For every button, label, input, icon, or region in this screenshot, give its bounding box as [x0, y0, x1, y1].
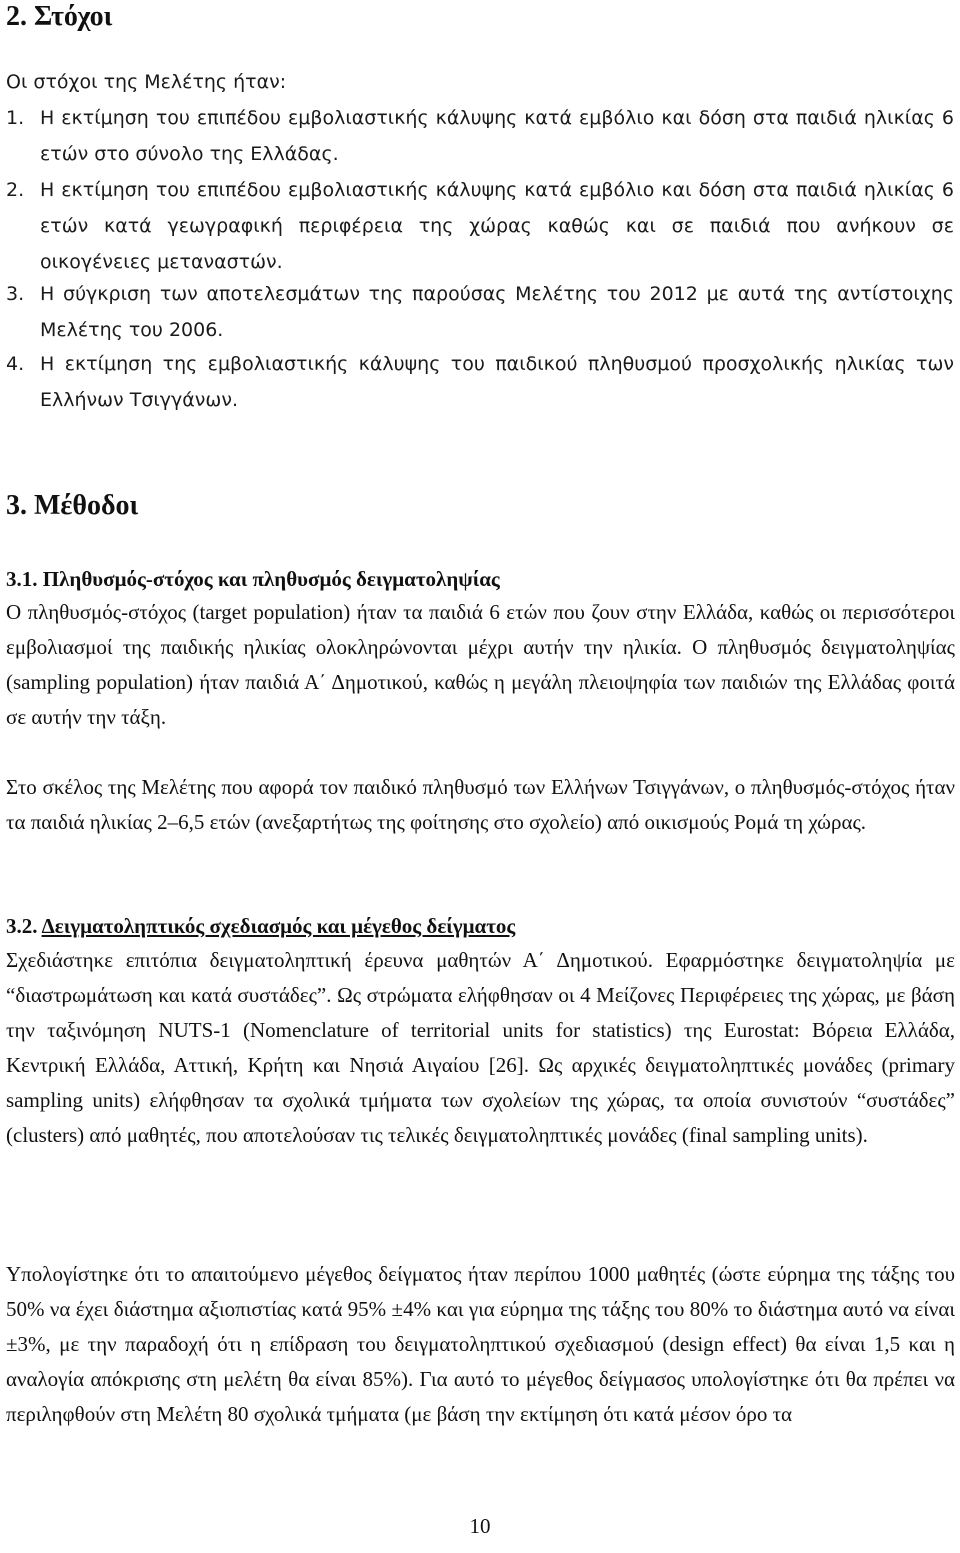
subsection-number: 3.1. [6, 567, 38, 591]
goal-item-2 [6, 172, 954, 280]
goal-item-3 [6, 276, 954, 348]
subsection-heading-population [6, 564, 500, 594]
goal-number: 4. [6, 353, 25, 375]
goal-text: Η εκτίμηση της εμβολιαστικής κάλυψης του παιδικού πληθυσμού προσχολικής ηλικίας των Ελλήνων Τσιγγάνων. [40, 353, 954, 411]
subsection-title: Δειγματοληπτικός σχεδιασμός και μέγεθος δείγματος [41, 914, 516, 938]
subsection-number: 3.2. [6, 914, 38, 938]
population-paragraph-1: Ο πληθυσμός-στόχος (target population) ήταν τα παιδιά 6 ετών που ζουν στην Ελλάδα, καθώς οι περισσότεροι εμβολιασμοί της παιδικής ηλικίας ολοκληρώνονται μέχρι αυτήν την ηλικία. Ο πληθυσμός δειγματοληψίας (sampling population) ήταν παιδιά Α΄ Δημοτικού, καθώς η μεγάλη πλειοψηφία των παιδιών της Ελλάδας φοιτά σε αυτήν την τάξη. [6, 600, 955, 729]
subsection-title: Πληθυσμός-στόχος και πληθυσμός δειγματοληψίας [42, 567, 500, 591]
page-number: 10 [469, 1514, 491, 1538]
section-heading-methods: 3. Μέθοδοι [6, 490, 139, 521]
goal-number: 1. [6, 107, 25, 129]
section-heading-goals: 2. Στόχοι [6, 1, 113, 32]
goal-text: Η σύγκριση των αποτελεσμάτων της παρούσας Μελέτης του 2012 με αυτά της αντίστοιχης Μελέτης του 2006. [40, 283, 954, 341]
goal-item-4 [6, 346, 954, 418]
goal-item-1 [6, 100, 954, 172]
goal-number: 2. [6, 179, 25, 201]
sampling-paragraph-1: Σχεδιάστηκε επιτόπια δειγματοληπτική έρευνα μαθητών Α΄ Δημοτικού. Εφαρμόστηκε δειγματοληψία με “διαστρωμάτωση και κατά συστάδες”. Ως στρώματα ελήφθησαν οι 4 Μείζονες Περιφέρειες της χώρας, με βάση την ταξινόμηση NUTS-1 (Nomenclature of territorial units for statistics) της Eurostat: Βόρεια Ελλάδα, Κεντρική Ελλάδα, Αττική, Κρήτη και Νησιά Αιγαίου [26]. Ως αρχικές δειγματοληπτικές μονάδες (primary sampling units) ελήφθησαν τα σχολικά τμήματα των σχολείων της χώρας, τα οποία συνιστούν “συστάδες” (clusters) από μαθητές, που αποτελούσαν τις τελικές δειγματοληπτικές μονάδες (final sampling units). [6, 948, 955, 1147]
goal-number: 3. [6, 283, 25, 305]
goal-text: Η εκτίμηση του επιπέδου εμβολιαστικής κάλυψης κατά εμβόλιο και δόση στα παιδιά ηλικίας 6 ετών κατά γεωγραφική περιφέρεια της χώρας καθώς και σε παιδιά που ανήκουν σε οικογένειες μεταναστών. [40, 179, 954, 273]
goal-text: Η εκτίμηση του επιπέδου εμβολιαστικής κάλυψης κατά εμβόλιο και δόση στα παιδιά ηλικίας 6 ετών στο σύνολο της Ελλάδας. [40, 107, 954, 165]
sampling-paragraph-2: Υπολογίστηκε ότι το απαιτούμενο μέγεθος δείγματος ήταν περίπου 1000 μαθητές (ώστε εύρημα της τάξης του 50% να έχει διάστημα αξιοπιστίας κατά 95% ±4% και για εύρημα της τάξης του 80% το διάστημα αυτό να είναι ±3%, με την παραδοχή ότι η επίδραση του δειγματοληπτικού σχεδιασμού (design effect) θα είναι 1,5 και η αναλογία απόκρισης στη μελέτη θα είναι 85%). Για αυτό το μέγεθος δείγμασος υπολογίστηκε ότι θα πρέπει να περιληφθούν στη Μελέτη 80 σχολικά τμήματα (με βάση την εκτίμηση ότι κατά μέσον όρο τα [6, 1262, 955, 1426]
goals-intro: Οι στόχοι της Μελέτης ήταν: [6, 71, 287, 93]
subsection-heading-sampling [6, 911, 515, 941]
population-paragraph-2: Στο σκέλος της Μελέτης που αφορά τον παιδικό πληθυσμό των Ελλήνων Τσιγγάνων, ο πληθυσμός-στόχος ήταν τα παιδιά ηλικίας 2–6,5 ετών (ανεξαρτήτως της φοίτησης στο σχολείο) από οικισμούς Ρομά τη χώρας. [6, 775, 955, 834]
